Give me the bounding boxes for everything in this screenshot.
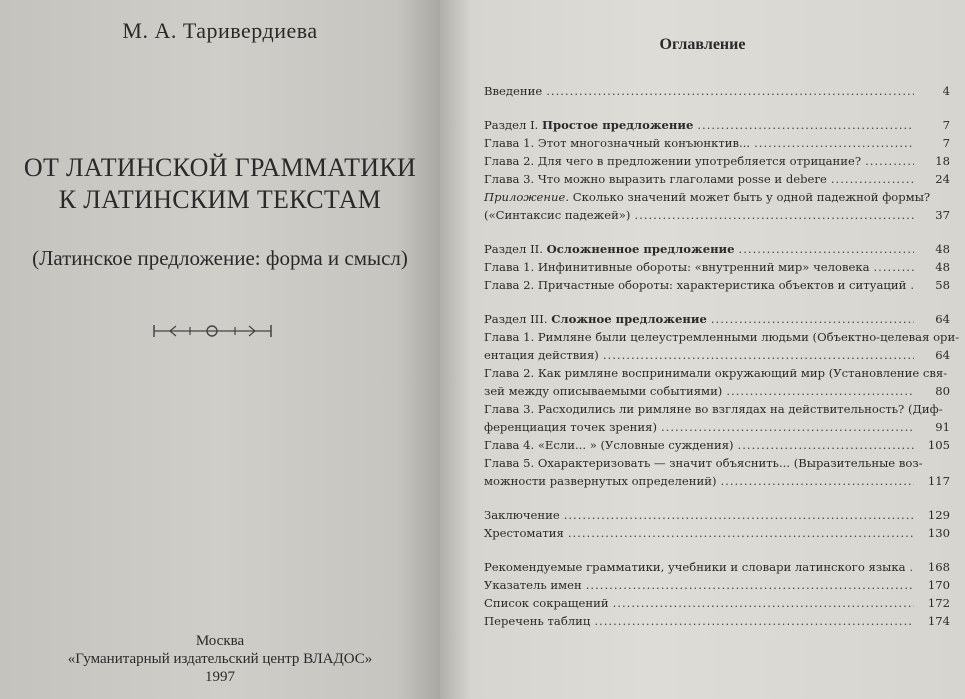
dot-leader bbox=[726, 382, 914, 400]
dot-leader bbox=[739, 240, 914, 258]
toc-entry[interactable] bbox=[484, 506, 950, 524]
dot-leader bbox=[831, 170, 914, 188]
page-number: 174 bbox=[927, 614, 950, 628]
toc-line bbox=[484, 612, 950, 630]
toc-entry[interactable] bbox=[484, 82, 950, 100]
toc-entry-text bbox=[484, 206, 630, 224]
toc-entry-text bbox=[484, 346, 599, 364]
toc-entry-text bbox=[484, 506, 560, 524]
toc-line-text: можности развернутых определений) bbox=[484, 474, 717, 488]
toc-entry-text bbox=[484, 594, 609, 612]
page-number: 24 bbox=[935, 172, 950, 186]
toc-entry[interactable] bbox=[484, 576, 950, 594]
book-title-line: К ЛАТИНСКИМ ТЕКСТАМ bbox=[58, 185, 382, 214]
city: Москва bbox=[195, 633, 245, 649]
left-page-title bbox=[0, 0, 440, 699]
toc-line-text: Глава 2. Как римляне воспринимали окружающий мир (Установление свя- bbox=[484, 366, 948, 380]
toc-entry[interactable] bbox=[484, 524, 950, 542]
toc-entry[interactable] bbox=[484, 364, 950, 400]
page-number: 58 bbox=[935, 278, 950, 292]
toc-spacer bbox=[484, 542, 950, 558]
toc-entry-text bbox=[484, 364, 947, 382]
toc-spacer bbox=[484, 224, 950, 240]
dot-leader bbox=[568, 524, 914, 542]
toc-entry-text bbox=[484, 436, 734, 454]
toc-entry[interactable] bbox=[484, 170, 950, 188]
section-name: Простое предложение bbox=[542, 118, 694, 132]
toc-line bbox=[484, 82, 950, 100]
toc-line bbox=[484, 382, 950, 400]
page-number: 64 bbox=[935, 312, 950, 326]
toc-line bbox=[484, 206, 950, 224]
toc-entry[interactable] bbox=[484, 558, 950, 576]
dot-leader bbox=[754, 134, 914, 152]
toc-entry-text bbox=[484, 170, 827, 188]
toc-line bbox=[484, 418, 950, 436]
toc-line-text: («Синтаксис падежей») bbox=[484, 208, 631, 222]
dot-leader bbox=[634, 206, 914, 224]
section-prefix: Раздел II. bbox=[484, 242, 547, 256]
toc-line-text: Список сокращений bbox=[484, 596, 609, 610]
toc-line bbox=[484, 276, 950, 294]
toc-entry[interactable] bbox=[484, 258, 950, 276]
toc-line bbox=[484, 240, 950, 258]
page-number: 168 bbox=[927, 560, 950, 574]
dot-leader bbox=[910, 558, 914, 576]
page-number: 80 bbox=[935, 384, 950, 398]
page-number: 170 bbox=[927, 578, 950, 592]
dot-leader bbox=[613, 594, 914, 612]
toc-entry-text bbox=[484, 524, 564, 542]
page-number: 91 bbox=[935, 420, 950, 434]
dot-leader bbox=[738, 436, 914, 454]
page-number: 105 bbox=[927, 438, 950, 452]
toc-entry[interactable] bbox=[484, 116, 950, 134]
book-title-line: ОТ ЛАТИНСКОЙ ГРАММАТИКИ bbox=[23, 153, 417, 182]
toc-entry-text bbox=[484, 116, 693, 134]
toc-spacer bbox=[484, 490, 950, 506]
toc-entry[interactable] bbox=[484, 240, 950, 258]
dot-leader bbox=[721, 472, 915, 490]
toc-line bbox=[484, 152, 950, 170]
toc-entry-text bbox=[484, 134, 750, 152]
publisher: «Гуманитарный издательский центр ВЛАДОС» bbox=[67, 651, 373, 667]
dot-leader bbox=[586, 576, 914, 594]
dot-leader bbox=[874, 258, 915, 276]
dot-leader bbox=[603, 346, 914, 364]
toc-line bbox=[484, 364, 950, 382]
section-name: Осложненное предложение bbox=[546, 242, 735, 256]
toc-entry[interactable] bbox=[484, 188, 950, 224]
toc-line bbox=[484, 116, 950, 134]
imprint bbox=[0, 632, 440, 686]
toc-entry[interactable] bbox=[484, 612, 950, 630]
toc-line bbox=[484, 310, 950, 328]
toc-entry-text bbox=[484, 612, 590, 630]
toc-line-text: Хрестоматия bbox=[484, 526, 564, 540]
author-name: М. А. Таривердиева bbox=[122, 18, 318, 43]
toc-entry[interactable] bbox=[484, 328, 960, 364]
toc-entry-text bbox=[484, 310, 707, 328]
toc-entry-text bbox=[484, 418, 657, 436]
page-number: 18 bbox=[935, 154, 950, 168]
page-number: 4 bbox=[942, 84, 950, 98]
toc-line-text: Глава 1. Римляне были целеустремленными людьми (Объектно-целевая ори- bbox=[484, 330, 960, 344]
dot-leader bbox=[711, 310, 914, 328]
toc-line-text: Глава 2. Причастные обороты: характеристика объектов и ситуаций bbox=[484, 278, 907, 292]
toc-line-text: зей между описываемыми событиями) bbox=[484, 384, 723, 398]
toc-line-text: . Сколько значений может быть у одной падежной формы? bbox=[565, 190, 931, 204]
dot-leader bbox=[661, 418, 914, 436]
toc-line-text: Рекомендуемые грамматики, учебники и словари латинского языка bbox=[484, 560, 906, 574]
toc-entry[interactable] bbox=[484, 276, 950, 294]
toc-line-text: ентация действия) bbox=[484, 348, 599, 362]
toc-entry-text bbox=[484, 258, 870, 276]
toc-line-text: Глава 1. Инфинитивные обороты: «внутренний мир» человека bbox=[484, 260, 870, 274]
table-of-contents bbox=[484, 82, 960, 630]
page-number: 48 bbox=[935, 260, 950, 274]
ornament-icon bbox=[150, 320, 275, 342]
toc-line bbox=[484, 454, 950, 472]
toc-line bbox=[484, 170, 950, 188]
toc-line bbox=[484, 506, 950, 524]
toc-entry-text bbox=[484, 188, 930, 206]
toc-line bbox=[484, 258, 950, 276]
page-number: 37 bbox=[935, 208, 950, 222]
toc-line bbox=[484, 400, 950, 418]
page-number: 64 bbox=[935, 348, 950, 362]
toc-entry-text bbox=[484, 576, 582, 594]
toc-line-text: Перечень таблиц bbox=[484, 614, 591, 628]
toc-line-text: Глава 3. Расходились ли римляне во взглядах на действительность? (Диф- bbox=[484, 402, 943, 416]
toc-spacer bbox=[484, 100, 950, 116]
toc-line-text: Введение bbox=[484, 84, 543, 98]
toc-entry-text bbox=[484, 82, 542, 100]
toc-entry-text bbox=[484, 328, 959, 346]
page-number: 117 bbox=[927, 474, 950, 488]
toc-line bbox=[484, 328, 960, 346]
toc-entry-text bbox=[484, 382, 722, 400]
toc-line bbox=[484, 558, 950, 576]
section-prefix: Раздел III. bbox=[484, 312, 552, 326]
toc-entry-text bbox=[484, 454, 923, 472]
toc-entry[interactable] bbox=[484, 152, 950, 170]
page-number: 172 bbox=[927, 596, 950, 610]
toc-entry-text bbox=[484, 152, 861, 170]
toc-entry[interactable] bbox=[484, 310, 950, 328]
toc-entry[interactable] bbox=[484, 594, 950, 612]
dot-leader bbox=[564, 506, 914, 524]
toc-line bbox=[484, 188, 950, 206]
appendix-label: Приложение bbox=[484, 190, 566, 204]
section-name: Сложное предложение bbox=[551, 312, 707, 326]
toc-line-text: Глава 2. Для чего в предложении употребляется отрицание? bbox=[484, 154, 862, 168]
year: 1997 bbox=[205, 669, 235, 685]
toc-line bbox=[484, 594, 950, 612]
page-number: 129 bbox=[927, 508, 950, 522]
toc-line-text: Глава 1. Этот многозначный конъюнктив... bbox=[484, 136, 751, 150]
dot-leader bbox=[594, 612, 914, 630]
toc-line bbox=[484, 346, 950, 364]
page-number: 48 bbox=[935, 242, 950, 256]
toc-entry-text bbox=[484, 240, 735, 258]
toc-line-text: ференциация точек зрения) bbox=[484, 420, 657, 434]
page-number: 7 bbox=[942, 136, 950, 150]
toc-entry-text bbox=[484, 276, 906, 294]
book-subtitle: (Латинское предложение: форма и смысл) bbox=[32, 246, 408, 270]
toc-entry-text bbox=[484, 472, 717, 490]
toc-line-text: Глава 3. Что можно выразить глаголами posse и debere bbox=[484, 172, 827, 186]
toc-line-text: Заключение bbox=[484, 508, 560, 522]
toc-entry[interactable] bbox=[484, 134, 950, 152]
toc-entry[interactable] bbox=[484, 436, 950, 454]
toc-line bbox=[484, 472, 950, 490]
toc-entry[interactable] bbox=[484, 400, 950, 436]
toc-line-text: Указатель имен bbox=[484, 578, 582, 592]
dot-leader bbox=[697, 116, 914, 134]
page-number: 130 bbox=[927, 526, 950, 540]
toc-line bbox=[484, 524, 950, 542]
book-title bbox=[0, 152, 440, 216]
dot-leader bbox=[865, 152, 914, 170]
toc-line-text: Глава 4. «Если... » (Условные суждения) bbox=[484, 438, 734, 452]
toc-entry-text bbox=[484, 400, 943, 418]
toc-title: Оглавление bbox=[659, 36, 746, 53]
toc-spacer bbox=[484, 294, 950, 310]
dot-leader bbox=[546, 82, 914, 100]
toc-line-text: Глава 5. Охарактеризовать — значит объяснить... (Выразительные воз- bbox=[484, 456, 923, 470]
dot-leader bbox=[910, 276, 914, 294]
section-prefix: Раздел I. bbox=[484, 118, 543, 132]
toc-line bbox=[484, 436, 950, 454]
toc-line bbox=[484, 134, 950, 152]
toc-entry-text bbox=[484, 558, 906, 576]
toc-line bbox=[484, 576, 950, 594]
toc-entry[interactable] bbox=[484, 454, 950, 490]
page-number: 7 bbox=[942, 118, 950, 132]
